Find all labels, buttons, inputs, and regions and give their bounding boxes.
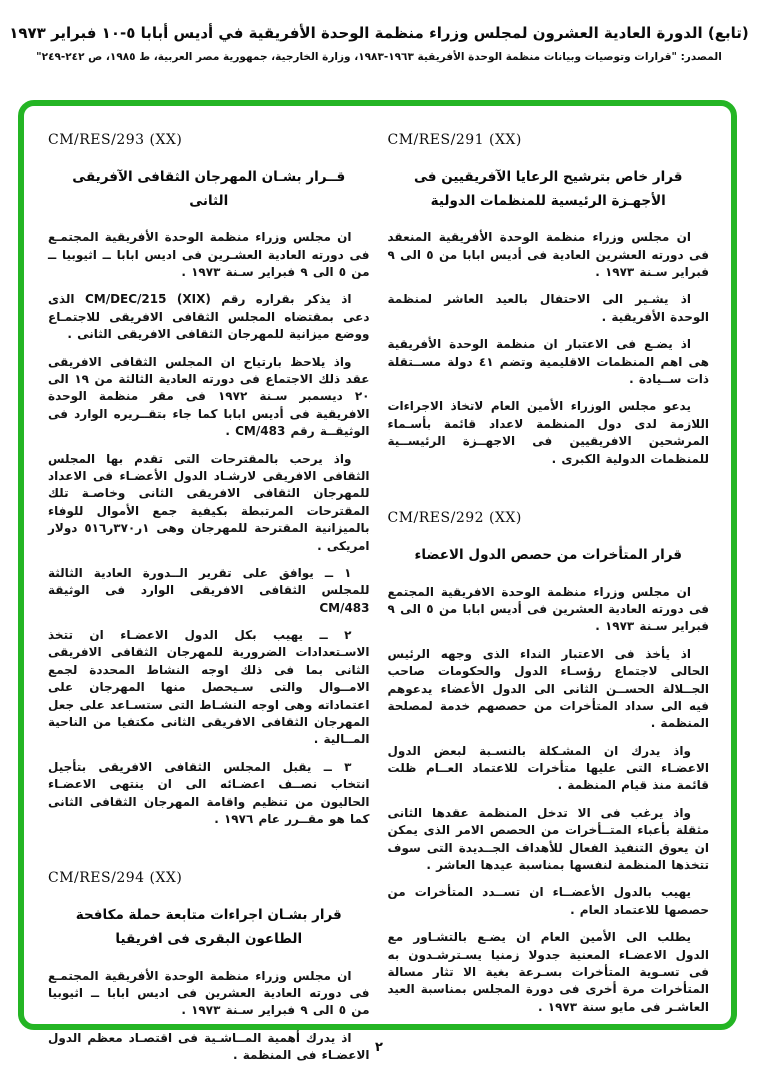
content-frame (18, 100, 737, 1063)
resolution-section (388, 132, 710, 468)
resolution-paragraph: اذ يأخذ فى الاعتبار النداء الذى وجهه الرئيس الحالى لاجتماع رؤسـاء الدول والحكومات صاحب الجــلالة الحســن الثانى الى الدول الأعضاء يدعوهم فيه الى سداد المتأخرات من حصصهم خدمة لمصلحة المنظمة . (387, 646, 709, 731)
resolution-section (388, 510, 710, 1016)
resolution-paragraph: اذ يذكر بقراره رقم CM/DEC/215 (XIX) الذى دعى بمقتضاه المجلس الثقافى الافريقى للاجتمـاع ووضع ميزانية للمهرجان الثقافى الافريقى الثانى . (48, 292, 370, 342)
resolution-paragraph: واذ يدرك ان المشـكلة بالنسـبة لبعض الدول الاعضـاء التى عليها متأخرات للاعتماد العــام ظلت قائمة منذ قيام المنظمة . (387, 743, 709, 793)
resolution-paragraph: ان مجلس وزراء منظمة الوحدة الافريقية المجتمع فى دورته العادية العشرين فى أديس ابابا من ٥ الى ٩ فبراير سـنة ١٩٧٣ . (387, 584, 709, 634)
columns-container (48, 132, 710, 1063)
source-citation: المصدر: "قرارات وتوصيات وبيانات منظمة الوحدة الأفريقية ١٩٦٣-١٩٨٣، وزارة الخارجية، جمهورية مصر العربية، ط ١٩٨٥، ص ٢٤٢-٢٤٩" (36, 51, 722, 63)
resolution-paragraph: يدعو مجلس الوزراء الأمين العام لاتخاذ الاجراءات اللازمة لدى دول المنظمة لاعداد قائمة بأسـماء المرشحين الافريقيين فى الاجهــزة الرئيســية للمنظمات الدولية الكبرى . (387, 399, 709, 466)
resolution-paragraph: اذ يدرك أهمية المــاشـية فى اقتصـاد معظم الدول الاعضـاء فى المنظمة . (48, 1030, 370, 1063)
resolution-paragraph: واذ يرغب فى الا تدخل المنظمة عقدها الثانى مثقلة بأعباء المتــأخرات من الحصص الامر الذى يمكن ان يعوق التنفيذ الفعال للأهداف الجــديدة التى سوف تتخذها المنظمة لنفسها بمناسبة عيدها العاشر . (387, 805, 709, 873)
resolution-paragraph: يطلب الى الأمين العام ان يضـع بالتشـاور مع الدول الاعضـاء المعنية جدولا زمنيا يسـترشـدون به فى تسـوية المتأخرات بسـرعة بغية الا تثار مسالة المتأخرات مرة أخرى فى دورة المجلس بمناسبة العيد العاشـر فى مايو سنة ١٩٧٣ . (387, 930, 709, 1014)
resolution-section (48, 870, 370, 1064)
resolution-code: CM/RES/292 (XX) (387, 509, 522, 526)
resolution-paragraph: ٣ ــ يقبل المجلس الثقافى الافريقى بتأجيل انتخاب نصــف اعضـائه الى ان ينتهى الاعضـاء الحاليون من تنظيم واقامة المهرجان الثقافى الثانى كما هو مقــرر عام ١٩٧٦ . (48, 759, 370, 826)
resolution-paragraph: ان مجلس وزراء منظمة الوحدة الأفريقية المنعقد فى دورته العشرين العادية فى أديس ابابا من ٥ الى ٩ فبراير سـنة ١٩٧٣ . (387, 230, 709, 280)
resolution-paragraph: ٢ ــ يهيب بكل الدول الاعضـاء ان تتخذ الاسـتعدادات الضرورية للمهرجان الثقافى الافريقى الثانى بما فى ذلك اوجه النشاط المحددة لجمع الامــوال والتى سـيحصل منها المهرجان على اعتماداته وهى اوجه النشـاط التى ستسـاعد على جعل المهرجان الثقافى الافريقى الثانى مكتفيا من الناحية المــالية . (48, 628, 370, 747)
resolution-code: CM/RES/293 (XX) (48, 132, 183, 148)
resolution-title: قــرار بشـان المهرجان الثقافى الآفريقى الثانى (72, 169, 346, 209)
resolution-paragraph: اذ يضـع فى الاعتبار ان منظمة الوحدة الأفريقية هى اهم المنظمات الاقليمية وتضم ٤١ دولة مســتقلة ذات ســيادة . (387, 337, 710, 386)
page-number: ٢ (375, 1040, 383, 1055)
column-left (48, 132, 370, 1063)
resolution-paragraph: ان مجلس وزراء منظمة الوحدة الأفريقية المجتمـع فى دورته العادية العشـرين فى اديس ابابا ــ اثيوبيا ــ من ٥ الى ٩ فبراير سـنة ١٩٧٣ . (48, 230, 370, 280)
resolution-title: قرار المتأخرات من حصص الدول الاعضاء (414, 546, 682, 563)
resolution-paragraph: ان مجلس وزراء منظمة الوحدة الأفريقية المجتمـع فى دورته العادية العشرين فى اديس ابابا ــ اثيوبيا من ٥ الى ٩ فبراير سـنة ١٩٧٣ . (48, 968, 370, 1018)
resolution-code: CM/RES/291 (XX) (387, 132, 522, 148)
resolution-title: قرار خاص بترشيح الرعايا الآفريقيين فى الأجهـزة الرئيسية للمنظمات الدولية (414, 169, 683, 209)
column-right (387, 132, 710, 1014)
resolution-paragraph: واذ يرحب بالمقترحات التى تقدم بها المجلس الثقافى الافريقى لارشـاد الدول الأعضـاء فى الاعداد للمهرجان الثقافى الافريقى الثانى وخاصـة تلك المقترحات المرتبطة بكيفية جمع الأموال للوفاء بالميزانية المقترحة للمهرجان وهى ١ر٣٧٠ر٥١٦ دولار امريكى . (48, 451, 370, 553)
page-title: (تابع) الدورة العادية العشرون لمجلس وزراء منظمة الوحدة الأفريقية في أديس أبابا ٥-١٠ فبراير ١٩٧٣ (9, 24, 749, 42)
page-header (0, 0, 758, 63)
resolution-code: CM/RES/294 (XX) (48, 870, 183, 887)
resolution-paragraph: يهيب بالدول الأعضــاء ان تســدد المتأخرات من حصصها للاعتماد العام . (387, 885, 709, 917)
resolution-section (48, 132, 370, 828)
resolution-paragraph: واذ يلاحظ بارتياح ان المجلس الثقافى الافريقى عقد ذلك الاجتماع فى دورته العادية الثالثة من ١٩ الى ٢٠ ديسمبر سـنة ١٩٧٢ فى مقر منظمة الوحدة الافريقية فى أديس ابابا كما جاء بتقــريره الوارد فى الوثيقــة رقم CM/483 . (48, 354, 370, 439)
resolution-paragraph: ١ ــ يوافق على تقرير الــدورة العادية الثالثة للمجلس الثقافى الافريقى الوارد فى الوثيقة CM/483 (48, 565, 370, 615)
resolution-paragraph: اذ يشـير الى الاحتفال بالعيد العاشر لمنظمة الوحدة الأفريقية . (387, 292, 709, 324)
resolution-title: قرار بشـان اجراءات متابعة حملة مكافحة الطاعون البقرى فى افريقيا (75, 907, 342, 947)
